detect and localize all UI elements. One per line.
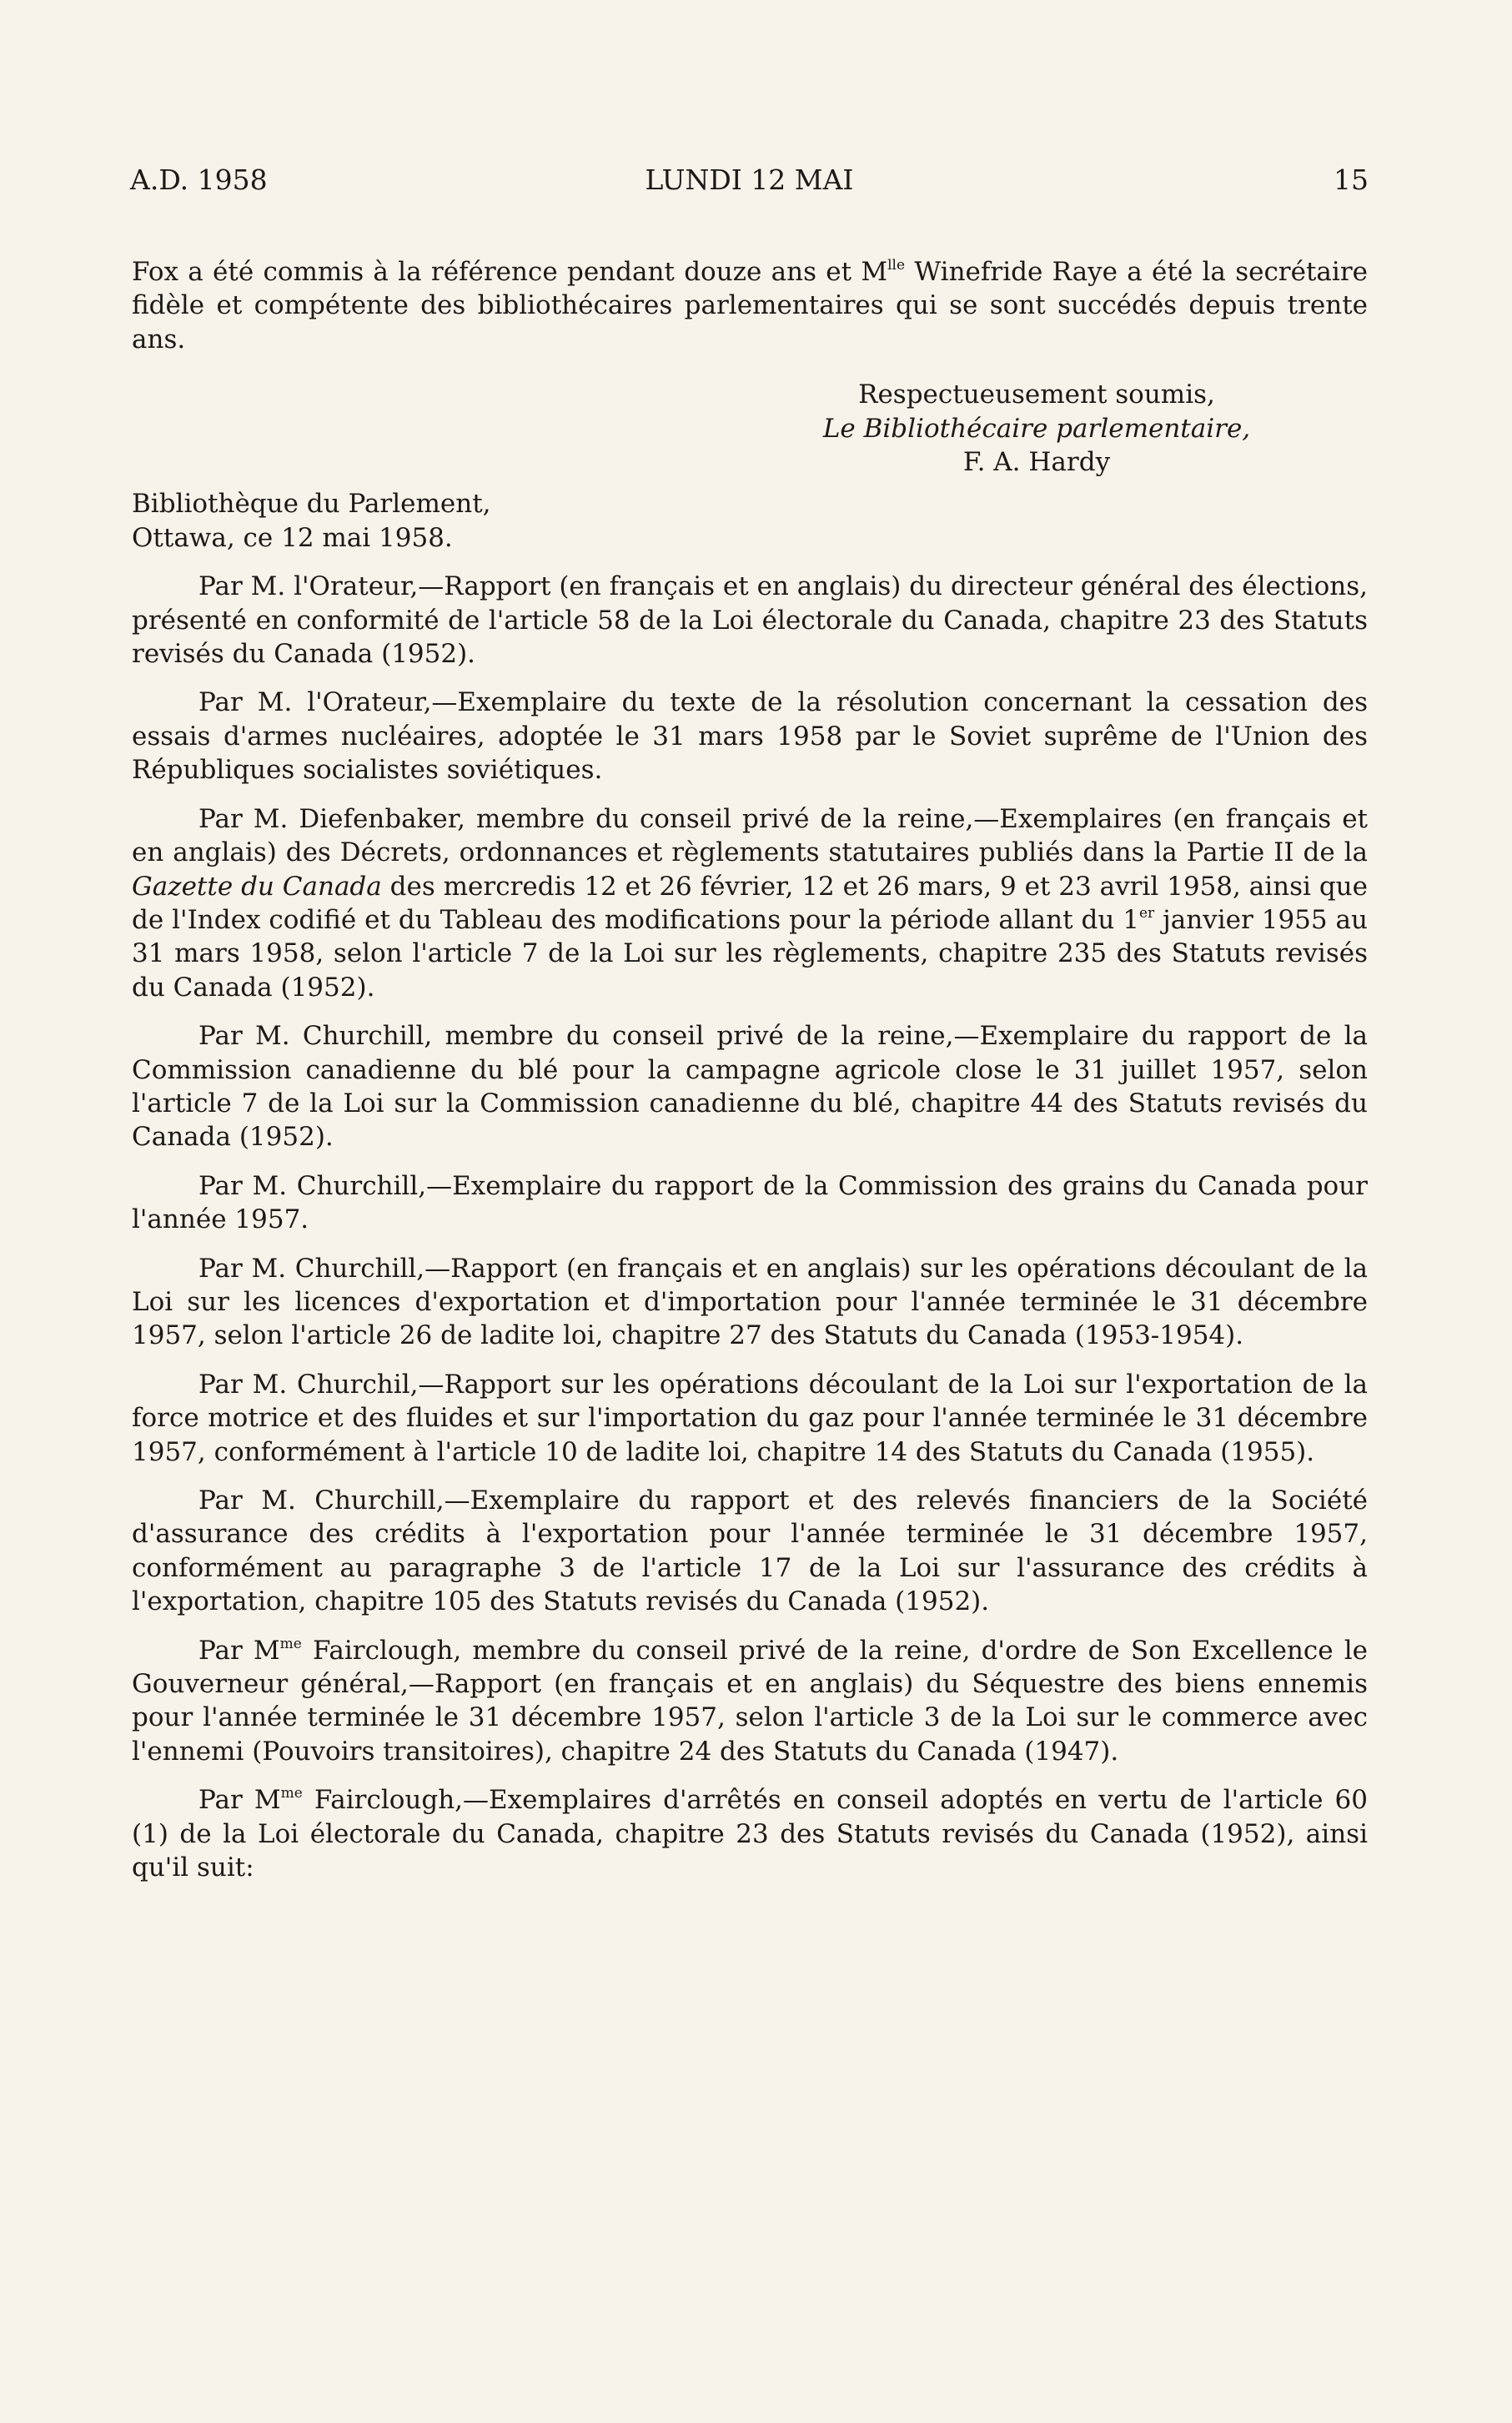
place-date-block: [132, 487, 1368, 555]
place-line: Bibliothèque du Parlement,: [132, 489, 491, 520]
paragraph: Par M. l'Orateur,—Rapport (en français et en anglais) du directeur général des élections, présenté en conformité de l'article 58 de la Loi électorale du Canada, chapitre 23 des Statuts revisés du Canada (1952).: [132, 571, 1368, 670]
superscript: er: [1139, 904, 1155, 922]
paragraph: Par M. Churchill,—Rapport (en français et en anglais) sur les opérations découlant de la Loi sur les licences d'exportation et d'importation pour l'année terminée le 31 décembre 1957, selon l'article 26 de ladite loi, chapitre 27 des Statuts du Canada (1953-1954).: [132, 1253, 1368, 1351]
italic-title: Gazette du Canada: [132, 871, 382, 902]
text-run: Par M: [198, 1635, 280, 1666]
paragraph: Par M. Churchil,—Rapport sur les opérations découlant de la Loi sur l'exportation de la force motrice et des fluides et sur l'importation du gaz pour l'année terminée le 31 décembre 1957, conformément à l'article 10 de ladite loi, chapitre 14 des Statuts du Canada (1955).: [132, 1369, 1368, 1467]
text-run: Fairclough,—Exemplaires d'arrêtés en conseil adoptés en vertu de l'article 60 (1) de la Loi électorale du Canada, chapitre 23 des Statuts revisés du Canada (1952), ainsi qu'il suit:: [132, 1785, 1368, 1883]
signature-block: [778, 378, 1295, 479]
paragraph: [132, 1783, 1368, 1884]
text-run: Fairclough, membre du conseil privé de la reine, d'ordre de Son Excellence le Gouverneur général,—Rapport (en français et en anglais) du Séquestre des biens ennemis pour l'année terminée le 31 décembre 1957, selon l'article 3 de la Loi sur le commerce avec l'ennemi (Pouvoirs transitoires), chapitre 24 des Statuts du Canada (1947).: [132, 1635, 1368, 1767]
paragraph: Par M. Churchill, membre du conseil privé de la reine,—Exemplaire du rapport de la Commission canadienne du blé pour la campagne agricole close le 31 juillet 1957, selon l'article 7 de la Loi sur la Commission canadienne du blé, chapitre 44 des Statuts revisés du Canada (1952).: [132, 1021, 1368, 1153]
paragraph: [132, 1634, 1368, 1769]
date-line: Ottawa, ce 12 mai 1958.: [132, 522, 453, 553]
superscript: me: [279, 1635, 302, 1652]
paragraph: Par M. Churchill,—Exemplaire du rapport de la Commission des grains du Canada pour l'année 1957.: [132, 1170, 1368, 1235]
signature-line-2: [778, 412, 1295, 445]
running-header: [130, 163, 1369, 204]
header-date: LUNDI 12 MAI: [645, 163, 854, 196]
signature-line-1: Respectueusement soumis,: [858, 380, 1215, 410]
paragraph: Par M. Churchill,—Exemplaire du rapport et des relevés financiers de la Société d'assurance des crédits à l'exportation pour l'année terminée le 31 décembre 1957, conformément au paragraphe 3 de l'article 17 de la Loi sur l'assurance des crédits à l'exportation, chapitre 105 des Statuts revisés du Canada (1952).: [132, 1485, 1368, 1617]
text-run: des mercredis 12 et 26 février, 12 et 26 mars, 9 et 23 avril 1958, ainsi que de l'Index codifié et du Tableau des modifications pour la période allant du 1: [132, 871, 1368, 935]
text-run: Winefride Raye a été la secrétaire fidèle et compétente des bibliothécaires parlementaires qui se sont succédés depuis trente ans.: [132, 257, 1368, 354]
text-run: janvier 1955 au 31 mars 1958, selon l'article 7 de la Loi sur les règlements, chapitre 235 des Statuts revisés du Canada (1952).: [132, 904, 1368, 1003]
document-body: [132, 255, 1368, 1884]
paragraph-continuation: [132, 255, 1368, 356]
signature-title: Le Bibliothécaire parlementaire,: [822, 413, 1251, 444]
page-number: 15: [1334, 163, 1369, 196]
text-run: Par M: [198, 1785, 281, 1816]
signature-name: F. A. Hardy: [962, 447, 1111, 478]
text-run: Fox a été commis à la référence pendant douze ans et M: [132, 257, 888, 287]
superscript: lle: [887, 257, 906, 274]
header-year: A.D. 1958: [130, 163, 268, 196]
paragraph: Par M. l'Orateur,—Exemplaire du texte de la résolution concernant la cessation des essais d'armes nucléaires, adoptée le 31 mars 1958 par le Soviet suprême de l'Union des Républiques socialistes soviétiques.: [132, 687, 1368, 786]
text-run: Par M. Diefenbaker, membre du conseil privé de la reine,—Exemplaires (en français et en anglais) des Décrets, ordonnances et règlements statutaires publiés dans la Partie II de la: [132, 803, 1368, 868]
paragraph: [132, 802, 1368, 1004]
superscript: me: [280, 1785, 303, 1802]
